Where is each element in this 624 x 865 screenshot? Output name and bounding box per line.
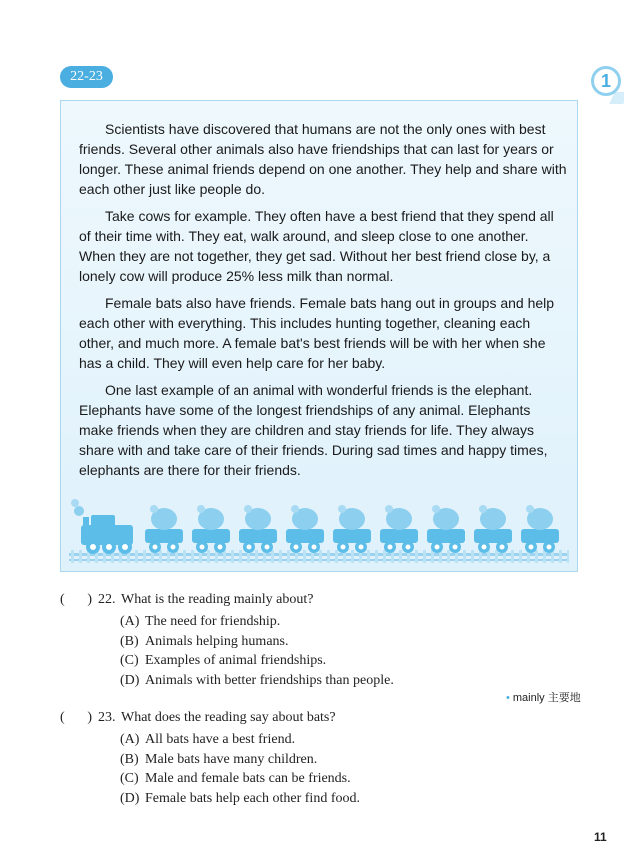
rail-tie bbox=[135, 550, 138, 563]
rail-tie bbox=[239, 550, 242, 563]
question-text: What does the reading say about bats? bbox=[121, 710, 336, 725]
rail-tie bbox=[327, 550, 330, 563]
train-car bbox=[427, 505, 465, 553]
rail-tie bbox=[71, 550, 74, 563]
reading-passage-box bbox=[60, 100, 578, 572]
rail-tie bbox=[463, 550, 466, 563]
passage-text bbox=[79, 119, 567, 487]
locomotive bbox=[71, 499, 133, 554]
paren-close: ) bbox=[87, 710, 92, 725]
vocab-note bbox=[506, 689, 581, 705]
option-a[interactable]: (A) The need for friendship. bbox=[120, 614, 281, 629]
bullet-dot-icon: • bbox=[506, 692, 510, 704]
rail-tie bbox=[351, 550, 354, 563]
train-car bbox=[474, 505, 512, 553]
option-d[interactable]: (D) Female bats help each other find food. bbox=[120, 790, 360, 806]
question-22 bbox=[60, 592, 394, 692]
train-car bbox=[521, 505, 559, 553]
rail-tie bbox=[167, 550, 170, 563]
question-number: 23. bbox=[98, 710, 116, 725]
rail-tie bbox=[143, 550, 146, 563]
train-car bbox=[286, 505, 324, 553]
paren-close: ) bbox=[87, 592, 92, 607]
answer-blank[interactable] bbox=[60, 710, 98, 726]
option-d[interactable]: (D) Animals with better friendships than people. bbox=[120, 672, 394, 688]
vocab-meaning: 主要地 bbox=[547, 692, 581, 704]
train-car bbox=[145, 505, 183, 553]
rail-tie bbox=[511, 550, 514, 563]
rail-tie bbox=[367, 550, 370, 563]
train-car bbox=[333, 505, 371, 553]
rail-tie bbox=[399, 550, 402, 563]
rail-tie bbox=[559, 550, 562, 563]
animal-train-illustration bbox=[69, 495, 569, 565]
section-badge: 22-23 bbox=[60, 66, 113, 88]
paren-open: ( bbox=[60, 710, 65, 725]
rail-tie bbox=[223, 550, 226, 563]
question-text: What is the reading mainly about? bbox=[121, 592, 314, 607]
rail-tie bbox=[383, 550, 386, 563]
rail-tie bbox=[231, 550, 234, 563]
train-car bbox=[239, 505, 277, 553]
chapter-number-circle: 1 bbox=[591, 66, 621, 96]
passage-paragraph-3: Female bats also have friends. Female bats hang out in groups and help each other with everything. This includes hunting together, cleaning each other, and much more. A female bat's best friends will be with her when she has a child. They will even help care for her baby. bbox=[79, 295, 555, 371]
rail-tie bbox=[447, 550, 450, 563]
train-car bbox=[192, 505, 230, 553]
question-number: 22. bbox=[98, 592, 116, 607]
rail-tie bbox=[543, 550, 546, 563]
rail-tie bbox=[183, 550, 186, 563]
answer-options bbox=[120, 614, 394, 692]
rail-tie bbox=[519, 550, 522, 563]
rail-tie bbox=[255, 550, 258, 563]
rail-tie bbox=[191, 550, 194, 563]
passage-paragraph-2: Take cows for example. They often have a best friend that they spend all of their time with. They eat, walk around, and sleep close to one another. When they are not together, they get sad. Without her best friend close by, a lonely cow will produce 25% less milk than normal. bbox=[79, 208, 554, 284]
rail-tie bbox=[375, 550, 378, 563]
passage-paragraph-1: Scientists have discovered that humans are not the only ones with best friends. Several other animals also have friendships that can last for years or longer. These animal friends depend on one another. They help and share with each other just like people do. bbox=[79, 121, 567, 197]
rail-tie bbox=[159, 550, 162, 563]
rail-tie bbox=[535, 550, 538, 563]
question-23 bbox=[60, 710, 360, 810]
rail-tie bbox=[567, 550, 569, 563]
option-c[interactable]: (C) Male and female bats can be friends. bbox=[120, 771, 351, 786]
rail-tie bbox=[271, 550, 274, 563]
train-car bbox=[380, 505, 418, 553]
rail-tie bbox=[319, 550, 322, 563]
passage-paragraph-4: One last example of an animal with wonderful friends is the elephant. Elephants have some of the longest friendships of any animal. Elephants make friends when they are children and stay friends for life. They always share with and take care of their friends. During sad times and happy times, elephants are there for their friends. bbox=[79, 382, 548, 478]
train-cars bbox=[145, 505, 559, 553]
rail-tie bbox=[79, 550, 82, 563]
rail-tie bbox=[431, 550, 434, 563]
paren-open: ( bbox=[60, 592, 65, 607]
option-b[interactable]: (B) Male bats have many children. bbox=[120, 751, 318, 767]
option-a[interactable]: (A) All bats have a best friend. bbox=[120, 732, 296, 747]
rail-tie bbox=[423, 550, 426, 563]
option-c[interactable]: (C) Examples of animal friendships. bbox=[120, 653, 327, 668]
rail-tie bbox=[279, 550, 282, 563]
rail-tie bbox=[335, 550, 338, 563]
page-number: 11 bbox=[594, 830, 607, 844]
rail-tie bbox=[303, 550, 306, 563]
rail-tie bbox=[415, 550, 418, 563]
rail-tie bbox=[495, 550, 498, 563]
option-b[interactable]: (B) Animals helping humans. bbox=[120, 633, 289, 649]
rail-tie bbox=[471, 550, 474, 563]
rail-tie bbox=[487, 550, 490, 563]
rail-ties bbox=[71, 550, 569, 563]
rail-tie bbox=[287, 550, 290, 563]
vocab-word: mainly bbox=[512, 692, 545, 704]
answer-options bbox=[120, 732, 360, 810]
rail-tie bbox=[207, 550, 210, 563]
answer-blank[interactable] bbox=[60, 592, 98, 608]
